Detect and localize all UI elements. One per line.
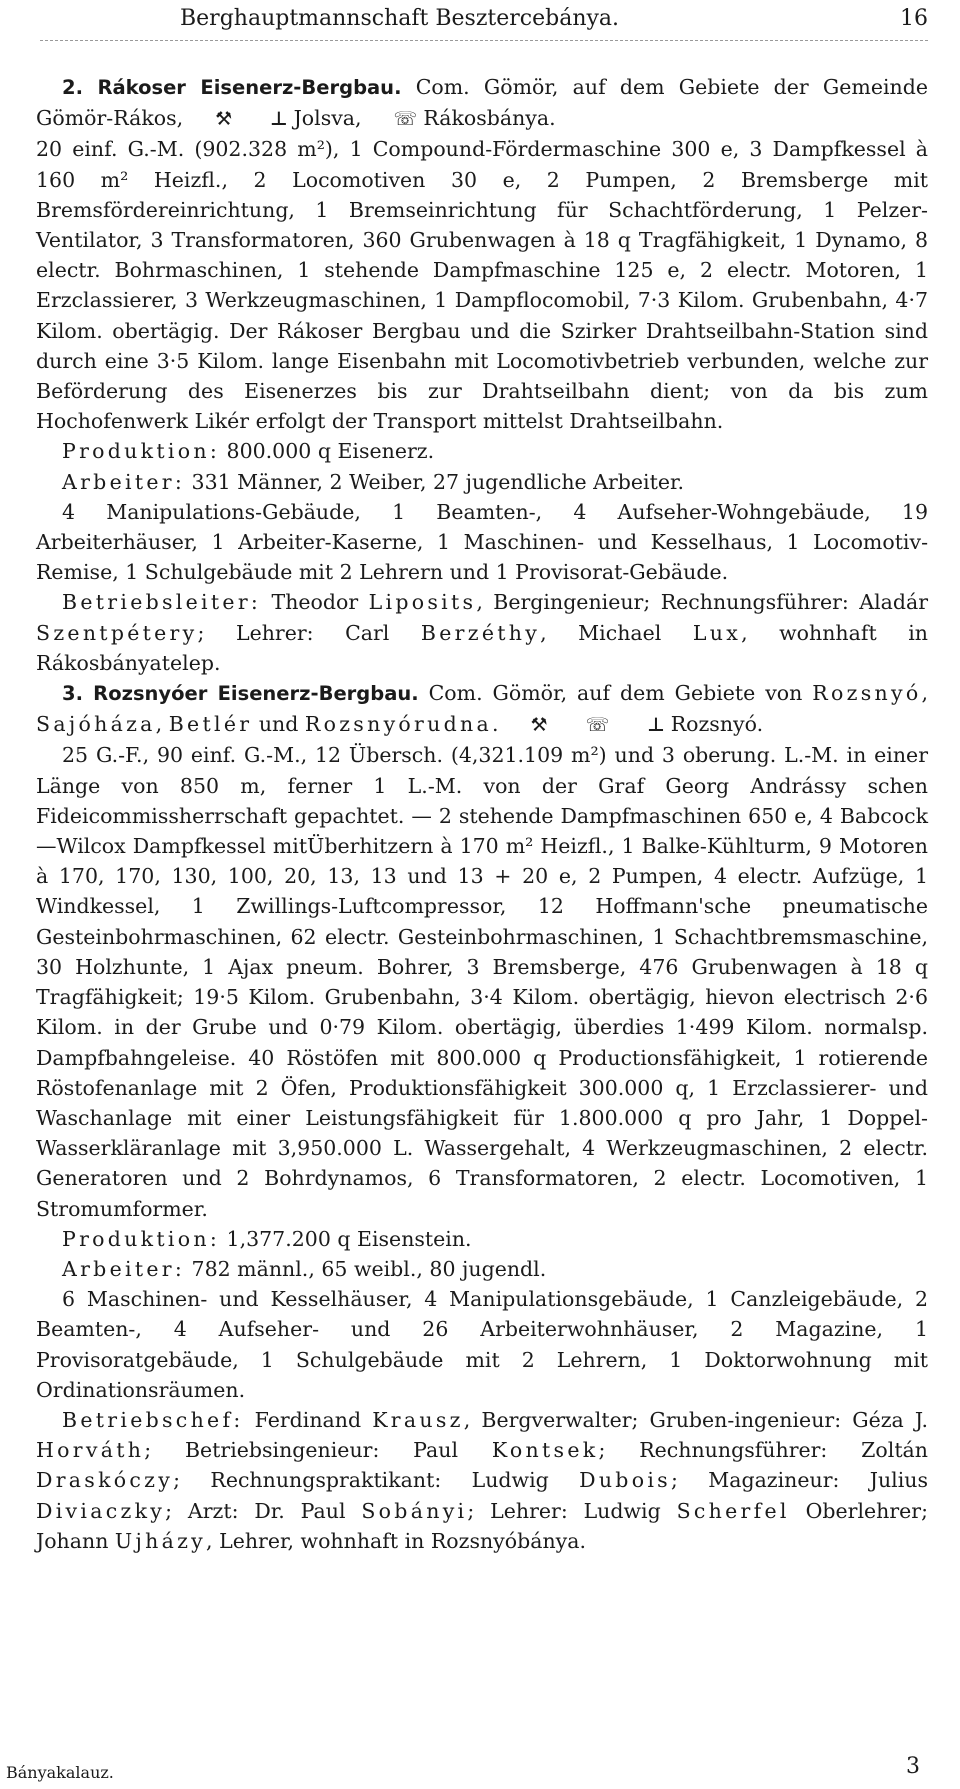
workers-label: Arbeiter: [62, 469, 186, 494]
workers-value: 782 männl., 65 weibl., 80 jugendl. [185, 1256, 547, 1281]
separator: , [155, 712, 169, 737]
section-3-heading: 3. Rozsnyóer Eisenerz-Bergbau. [62, 682, 419, 706]
place-name: Betlér [168, 712, 253, 737]
staff-name: Krausz [372, 1407, 464, 1432]
workers-label: Arbeiter: [62, 1256, 186, 1281]
production-label: Produktion: [62, 439, 221, 464]
section-2-equipment: 20 einf. G.-M. (902.328 m²), 1 Compound-Fördermaschine 300 e, 3 Dampfkessel à 160 m² Heizfl., 2 Locomotiven 30 e, 2 Pumpen, 2 Bremsberge mit Bremsfördereinrichtung, 1 Bremseinrichtung für Schachtförderung, 1 Pelzer-Ventilator, 3 Transformatoren, 360 Grubenwagen à 18 q Tragfähigkeit, 1 Dynamo, 8 electr. Bohrmaschinen, 1 stehende Dampfmaschine 125 e, 2 electr. Motoren, 1 Erzclassierer, 3 Werkzeugmaschinen, 1 Dampflocomobil, 7·3 Kilom. Grubenbahn, 4·7 Kilom. obertägig. Der Rákoser Bergbau und die Szirker Drahtseilbahn-Station sind durch eine 3·5 Kilom. lange Eisenbahn mit Locomotivbetrieb verbunden, welche zur Beförderung des Eisenerzes bis zur Drahtseilbahn dient; von da bis zum Hochofenwerk Likér erfolgt der Transport mittelst Drahtseilbahn. [36, 137, 928, 434]
page-number: 16 [900, 6, 928, 31]
place-name: Rozsnyórudna [304, 712, 493, 737]
place-name: Rozsnyó [812, 681, 922, 706]
section-2-intro [36, 72, 928, 134]
staff-label: Betriebsleiter: [62, 590, 262, 615]
section-3-intro-c: Rozsnyó. [670, 712, 764, 737]
section-3-staff [36, 1405, 928, 1556]
staff-name: Dubois [579, 1468, 671, 1493]
staff-text: , Michael [540, 620, 693, 645]
railway-icon: ⊥ [270, 108, 288, 131]
post-office-icon: ☏ [585, 714, 610, 737]
staff-text: Oberlehrer; Johann [36, 1498, 928, 1553]
section-2-heading: 2. Rákoser Eisenerz-Bergbau. [62, 76, 402, 99]
staff-text: , wohnhaft in Rákosbányatelep. [36, 620, 928, 675]
production-value: 800.000 q Eisenerz. [220, 439, 435, 464]
staff-text: , Lehrer, wohnhaft in Rozsnyóbánya. [206, 1528, 586, 1553]
staff-text: ; Lehrer: Carl [197, 620, 421, 645]
section-2-buildings: 4 Manipulations-Gebäude, 1 Beamten-, 4 Aufseher-Wohngebäude, 19 Arbeiterhäuser, 1 Arbeiter-Kaserne, 1 Maschinen- und Kesselhaus, 1 Locomotiv-Remise, 1 Schulgebäude mit 2 Lehrern und 1 Provisorat-Gebäude. [36, 499, 928, 585]
mine-icon: ⚒ [215, 108, 233, 131]
sheet-number: 3 [906, 1754, 920, 1779]
staff-name: Diviaczky [36, 1498, 166, 1523]
production-value: 1,377.200 q Eisenstein. [220, 1226, 472, 1251]
staff-text: Theodor [261, 590, 369, 615]
post-office-icon: ☏ [393, 108, 418, 131]
separator: , [921, 681, 928, 706]
section-2-intro-b: Jolsva, [293, 106, 362, 131]
staff-name: Scherfel [676, 1498, 790, 1523]
production-label: Produktion: [62, 1226, 221, 1251]
railway-icon: ⊥ [647, 714, 665, 737]
running-header [40, 4, 928, 34]
staff-text: ; Lehrer: Ludwig [467, 1498, 677, 1523]
staff-text: ; Rechnungspraktikant: Ludwig [173, 1468, 580, 1493]
staff-text: Ferdinand [243, 1407, 373, 1432]
separator: und [252, 712, 305, 737]
staff-name: Berzéthy [420, 620, 541, 645]
staff-text: ; Arzt: Dr. Paul [165, 1498, 362, 1523]
section-3-intro [36, 678, 928, 740]
staff-name: Lux [692, 620, 742, 645]
footer-signature: Bányakalauz. [6, 1763, 114, 1782]
staff-text: ; Magazineur: Julius [670, 1468, 929, 1493]
staff-text: ; Betriebsingenieur: Paul [144, 1438, 492, 1463]
staff-name: Horváth [36, 1438, 145, 1463]
section-3-workers [36, 1254, 928, 1284]
staff-name: Ujházy [114, 1528, 207, 1553]
section-2-intro-a: Com. Gömör, auf dem Gebiete der Gemeinde Gömör-Rákos, [36, 75, 929, 131]
section-3-equipment: 25 G.-F., 90 einf. G.-M., 12 Übersch. (4,321.109 m²) und 3 oberung. L.-M. in einer Länge von 850 m, ferner 1 L.-M. von der Graf Georg Andrássy schen Fideicommissherrschaft gepachtet. — 2 stehende Dampfmaschinen 650 e, 4 Babcock—Wilcox Dampfkessel mitÜberhitzern à 170 m² Heizfl., 1 Balke-Kühlturm, 9 Motoren à 170, 170, 130, 100, 20, 13, 13 und 13 + 20 e, 2 Pumpen, 4 electr. Aufzüge, 1 Windkessel, 1 Zwillings-Luftcompressor, 12 Hoffmann'sche pneumatische Gesteinbohrmaschinen, 62 electr. Gesteinbohrmaschinen, 1 Schachtbremsmaschine, 30 Holzhunte, 1 Ajax pneum. Bohrer, 3 Bremsberge, 476 Grubenwagen à 18 q Tragfähigkeit; 19·5 Kilom. Grubenbahn, 3·4 Kilom. obertägig, hievon electrisch 2·6 Kilom. in der Grube und 0·79 Kilom. obertägig, überdies 1·499 Kilom. normalsp. Dampfbahngeleise. 40 Röstöfen mit 800.000 q Productionsfähigkeit, 1 rotierende Röstofenanlage mit 2 Öfen, Produktionsfähigkeit 300.000 q, 1 Erzclassierer- und Waschanlage mit einer Leistungsfähigkeit für 1.800.000 q pro Jahr, 1 Doppel-Wasserkläranlage mit 3,950.000 L. Wassergehalt, 4 Werkzeugmaschinen, 2 electr. Generatoren und 2 Bohrdynamos, 6 Transformatoren, 2 electr. Locomotiven, 1 Stromumformer. [36, 743, 928, 1221]
workers-value: 331 Männer, 2 Weiber, 27 jugendliche Arbeiter. [185, 469, 685, 494]
place-name: Sajóháza [36, 712, 156, 737]
header-rule [40, 40, 928, 41]
staff-name: Draskóczy [36, 1468, 174, 1493]
staff-label: Betriebschef: [62, 1407, 244, 1432]
separator: . [492, 712, 499, 737]
section-2-production [36, 436, 928, 466]
staff-text: ; Rechnungsführer: Zoltán [598, 1438, 928, 1463]
staff-name: Kontsek [491, 1438, 599, 1463]
section-3-production [36, 1224, 928, 1254]
mine-icon: ⚒ [530, 714, 548, 737]
staff-name: Szentpétery [36, 620, 198, 645]
section-2-staff [36, 587, 928, 678]
staff-text: , Bergverwalter; Gruben-ingenieur: Géza J. [463, 1407, 928, 1432]
section-3-buildings: 6 Maschinen- und Kesselhäuser, 4 Manipulationsgebäude, 1 Canzleigebäude, 2 Beamten-, 4 Aufseher- und 26 Arbeiterwohnhäuser, 2 Magazine, 1 Provisoratgebäude, 1 Schulgebäude mit 2 Lehrern, 1 Doktorwohnung mit Ordinationsräumen. [36, 1287, 928, 1402]
staff-text: , Bergingenieur; Rechnungsführer: Aladár [476, 590, 929, 615]
section-3-intro-a: Com. Gömör, auf dem Gebiete von [418, 681, 813, 706]
header-title: Berghauptmannschaft Besztercebánya. [180, 6, 620, 31]
section-2-intro-c: Rákosbánya. [423, 106, 556, 131]
section-2-workers [36, 467, 928, 497]
body-text [36, 72, 928, 1556]
staff-name: Sobányi [361, 1498, 468, 1523]
staff-name: Liposits [368, 590, 477, 615]
